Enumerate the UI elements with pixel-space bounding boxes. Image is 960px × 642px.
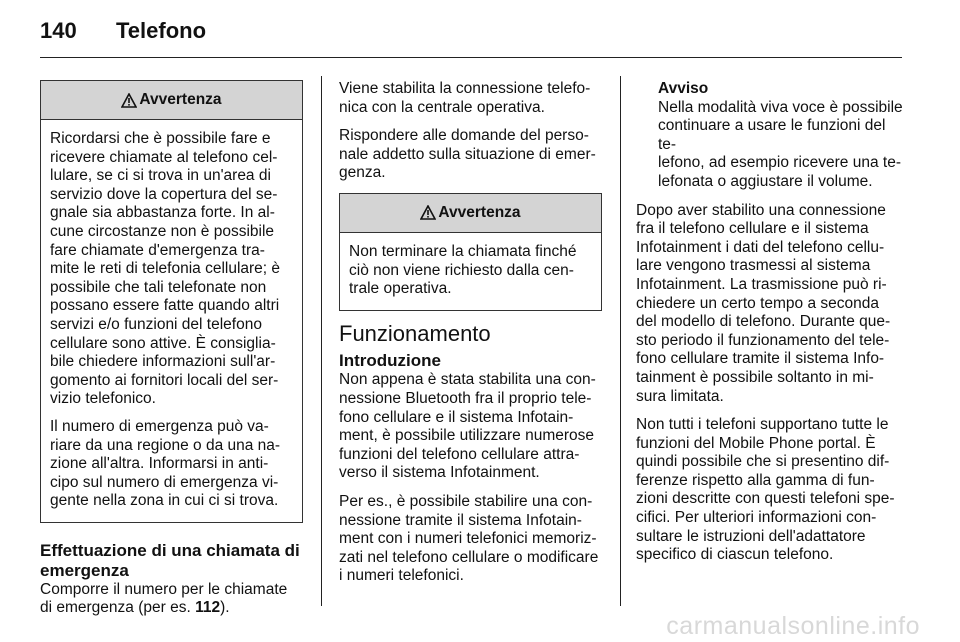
page-number: 140 [40,18,77,43]
body-text: Dopo aver stabilito una connessione fra il telefono cellulare e il sistema Infotainment i dati del telefono cellu- lare vengono trasmessi al sistema Infotainment. La trasmissione può ri- chiedere un certo tempo a seconda del modello di telefono. Durante que- sto periodo il funzionamento del tele- fono cellulare tramite il sistema Info- tainment è possibile soltanto in mi- sura limitata. [636,201,891,405]
warning-text: Il numero di emergenza può va- riare da una regione o da una na- zione all'altra. Informarsi in anti- cipo sul numero di emergenza vi- gente nella zona in cui ci si trova. [50,417,281,510]
warning-box-2 [339,193,602,311]
note-text: Nella modalità viva voce è possibile continuare a usare le funzioni del te- lefono, ad esempio ricevere una te- lefonata o aggiustare il volume. [658,98,903,190]
note-title: Avviso [658,80,709,97]
section-heading: Funzionamento [339,320,491,346]
column-3 [636,80,904,575]
column-2 [339,80,602,596]
note-block [636,80,904,192]
warning-triangle-icon [420,205,436,220]
warning-text: Non terminare la chiamata finché ciò non viene richiesto dalla cen- trale operativa. [349,242,577,298]
column-1 [40,80,303,628]
column-divider-1 [321,76,322,606]
emergency-number: 112 [195,599,221,617]
header-rule [40,57,902,58]
body-text: Viene stabilita la connessione telefo- nica con la centrale operativa. [339,80,591,116]
page-header [0,0,960,58]
body-text: Comporre il numero per le chiamate di emergenza (per es. 112). [40,580,288,617]
warning-box-header [340,194,601,233]
body-text: Non appena è stata stabilita una con- nessione Bluetooth fra il proprio tele- fono cellulare e il sistema Infotain- ment, è possibile utilizzare numerose funzioni del telefono cellulare attra- verso il sistema Infotainment. [339,371,596,482]
warning-box-1 [40,80,303,523]
warning-title: Avvertenza [438,203,521,221]
warning-text: Ricordarsi che è possibile fare e ricevere chiamate al telefono cel- lulare, se ci si trova in un'area di servizio dove la copertura del se- gnale sia abbastanza forte. In al- cune circostanze non è possibile fare chiamate d'emergenza tra- mite le reti di telefonia cellulare; è possibile che tali telefonate non possano essere fatte quando altri servizi e/o funzioni del telefono cellulare sono attive. È consiglia- bile chiedere informazioni sull'ar- gomento ai fornitori locali del ser- vizio telefonico. [50,130,281,408]
warning-title: Avvertenza [139,90,222,108]
body-text: Per es., è possibile stabilire una con- nessione tramite il sistema Infotain- ment con i numeri telefonici memoriz- zati nel telefono cellulare o modificare i numeri telefonici. [339,492,599,585]
body-text: Rispondere alle domande del perso- nale addetto sulla situazione di emer- genza. [339,127,596,182]
subheading-introduction: Introduzione [339,351,441,371]
body-text: Non tutti i telefoni supportano tutte le funzioni del Mobile Phone portal. È quindi possibile che si presentino dif- ferenze rispetto alla gamma di fun- zioni descritte con questi telefoni spe- cifici. Per ulteriori informazioni con- sultare le istruzioni dell'adattatore specifico di ciascun telefono. [636,416,895,564]
watermark: carmanualsonline.info [666,612,920,640]
subheading-emergency-call: Effettuazione di una chiamata di emergenza [40,540,300,580]
warning-box-header [41,81,302,120]
warning-triangle-icon [121,93,137,108]
column-divider-2 [620,76,621,606]
section-title: Telefono [116,18,207,43]
